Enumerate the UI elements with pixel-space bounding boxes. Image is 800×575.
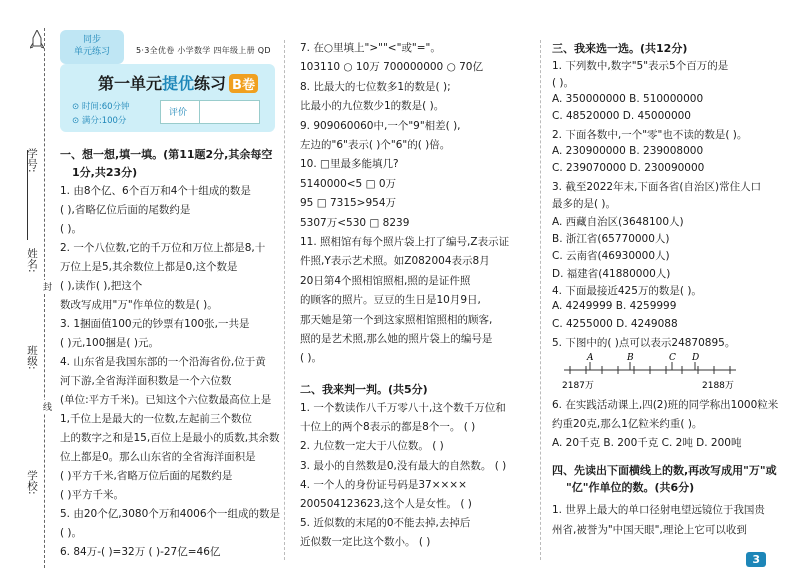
question-line: 95 □ 7315>954万	[300, 197, 397, 210]
question-line: 20日第4个照相馆照相,照的是证件照	[300, 274, 471, 287]
question-line: 最多的是( )。	[552, 198, 617, 211]
section-title-3: 三、我来选一选。(共12分)	[552, 42, 688, 55]
axis-left-label: 2187万	[562, 381, 594, 391]
question-line: A. 4249999 B. 4259999	[552, 300, 677, 313]
question-line: 8. 比最大的七位数多1的数是( );	[300, 80, 451, 93]
question-line: 万位上是5,其余数位上都是0,这个数是	[60, 261, 238, 273]
question-line: 上的数字之和是15,百位上是最小的质数,其余数	[60, 432, 280, 444]
binding-line	[44, 28, 45, 568]
question-line: 河下游,全省海洋面积数是一个六位数	[60, 375, 232, 387]
question-line: 11. 照相馆有每个照片袋上打了编号,Z表示证	[300, 236, 510, 248]
question-line: 州省,被誉为"中国天眼",理论上它可以收到	[552, 524, 747, 536]
question-line: 5. 下图中的( )点可以表示24870895。	[552, 336, 736, 349]
sync-badge: 同步 单元练习	[60, 30, 124, 64]
question-line: 2. 一个八位数,它的千万位和万位上都是8,十	[60, 242, 266, 254]
question-line: 照的是艺术照,那么她的照片袋上的编号是	[300, 333, 493, 345]
question-line: 10. □里最多能填几?	[300, 158, 399, 171]
question-line: 3. 最小的自然数是0,没有最大的自然数。 ( )	[300, 459, 507, 472]
question-line: 的顾客的照片。豆豆的生日是10月9日,	[300, 294, 481, 307]
question-line: 4. 山东省是我国东部的一个沿海省份,位于黄	[60, 356, 266, 368]
question-line: 近似数一定比这个数小。 ( )	[300, 536, 431, 549]
question-line: ( ),读作( ),把这个	[60, 280, 143, 292]
question-line: 2. 下面各数中,一个"零"也不读的数是( )。	[552, 129, 748, 142]
question-line: C. 48520000 D. 45000000	[552, 109, 691, 122]
number-line	[560, 346, 740, 392]
question-line: 103110 ○ 10万 700000000 ○ 70亿	[300, 61, 483, 74]
question-line: ( )。	[60, 223, 83, 235]
question-line: 3. 截至2022年末,下面各省(自治区)常住人口	[552, 181, 762, 194]
question-line: 那天她是第一个到这家照相馆照相的顾客,	[300, 313, 493, 326]
question-line: 数改写成用"万"作单位的数是( )。	[60, 299, 218, 311]
question-line: 比最小的九位数少1的数是( )。	[300, 100, 445, 113]
series-label: 5·3全优卷 小学数学 四年级上册 QD	[136, 46, 271, 55]
axis-point-label: B	[627, 353, 634, 363]
full-score: ⊙ 满分:100分	[72, 116, 127, 126]
label-class: 班级:	[26, 345, 38, 370]
question-line: 位上都是0。那么山东省的全省海洋面积是	[60, 451, 256, 463]
score-box[interactable]: 评价	[160, 100, 260, 124]
question-line: 5. 近似数的末尾的0不能去掉,去掉后	[300, 517, 471, 530]
question-line: ( )元,100捆是( )元。	[60, 337, 159, 349]
question-line: D. 福建省(41880000人)	[552, 267, 671, 280]
section-title-4: 四、先读出下面横线上的数,再改写成用"万"或	[552, 464, 777, 477]
question-line: 4. 下面最接近425万的数是( )。	[552, 284, 702, 297]
question-line: 1. 世界上最大的单口径射电望远镜位于我国贵	[552, 504, 765, 516]
axis-point-label: D	[692, 353, 700, 363]
column-divider	[540, 40, 541, 560]
question-line: ( )平方千米。	[60, 489, 125, 501]
b-paper-tag: B卷	[229, 74, 258, 93]
question-line: 1. 一个数读作八千万零八十,这个数千万位和	[300, 402, 506, 414]
section-title-4b: "亿"作单位的数。(共6分)	[566, 481, 695, 494]
question-line: 5140000<5 □ 0万	[300, 177, 397, 190]
question-line: 9. 909060060中,一个"9"相差( ),	[300, 119, 461, 132]
question-line: A. 350000000 B. 510000000	[552, 92, 704, 105]
question-line: ( )。	[552, 77, 575, 90]
question-line: 4. 一个人的身份证号码是37××××	[300, 478, 467, 491]
rocket-icon	[30, 30, 44, 52]
label-student-id: 学号:	[26, 148, 38, 173]
question-line: 1. 由8个亿、6个百万和4个十组成的数是	[60, 185, 251, 197]
page-number: 3	[746, 552, 766, 567]
question-line: ( )平方千米,省略万位后面的尾数约是	[60, 470, 233, 482]
question-line: 200504123623,这个人是女性。 ( )	[300, 498, 472, 510]
section-title-1: 一、想一想,填一填。(第11题2分,其余每空	[60, 148, 273, 161]
line-mark: 线	[41, 402, 51, 411]
question-line: A. 西藏自治区(3648100人)	[552, 215, 684, 228]
time-limit: ⊙ 时间:60分钟	[72, 102, 130, 112]
question-line: 5. 由20个亿,3080个万和4006个一组成的数是	[60, 508, 280, 520]
question-line: 1,千位上是最大的一位数,左起前三个数位	[60, 413, 252, 425]
question-line: B. 浙江省(65770000人)	[552, 233, 670, 245]
question-line: 6. 在实践活动课上,四(2)班的同学称出1000粒米	[552, 399, 779, 411]
seal-mark: 封	[41, 282, 51, 291]
question-line: 左边的"6"表示( )个"6"的( )倍。	[300, 139, 451, 151]
question-line: 1. 下列数中,数字"5"表示5个百万的是	[552, 60, 729, 72]
question-line: 十位上的两个8表示的都是8个一。 ( )	[300, 421, 476, 434]
question-line: 件照,Y表示艺术照。如Z082004表示8月	[300, 255, 490, 268]
column-divider	[284, 40, 285, 560]
label-school: 学校:	[26, 470, 38, 495]
section-title-2: 二、我来判一判。(共5分)	[300, 383, 428, 396]
axis-point-label: C	[669, 353, 676, 363]
question-line: 3. 1捆面值100元的钞票有100张,一共是	[60, 318, 250, 330]
axis-right-label: 2188万	[702, 381, 734, 391]
question-line: 7. 在○里填上">""<"或"="。	[300, 42, 441, 54]
question-line: C. 239070000 D. 230090000	[552, 161, 705, 174]
page-title: 第一单元提优练习 B卷	[98, 71, 258, 94]
question-line: A. 20千克 B. 200千克 C. 2吨 D. 200吨	[552, 437, 742, 449]
question-line: C. 4255000 D. 4249088	[552, 317, 678, 330]
question-line: 2. 九位数一定大于八位数。 ( )	[300, 440, 444, 453]
question-line: A. 230900000 B. 239008000	[552, 144, 704, 157]
question-line: 约重20克,那么1亿粒米约重( )。	[552, 418, 703, 430]
question-line: C. 云南省(46930000人)	[552, 250, 670, 263]
question-line: 5307万<530 □ 8239	[300, 216, 410, 229]
question-line: ( ),省略亿位后面的尾数约是	[60, 204, 191, 216]
label-name: 姓名:	[26, 248, 38, 273]
question-line: ( )。	[300, 352, 323, 365]
axis-point-label: A	[587, 353, 594, 363]
question-line: ( )。	[60, 527, 83, 539]
question-line: (单位:平方千米)。已知这个六位数最高位上是	[60, 394, 272, 406]
section-title-1b: 1分,共23分)	[72, 166, 138, 179]
question-line: 6. 84万-( )=32万 ( )-27亿=46亿	[60, 546, 221, 558]
